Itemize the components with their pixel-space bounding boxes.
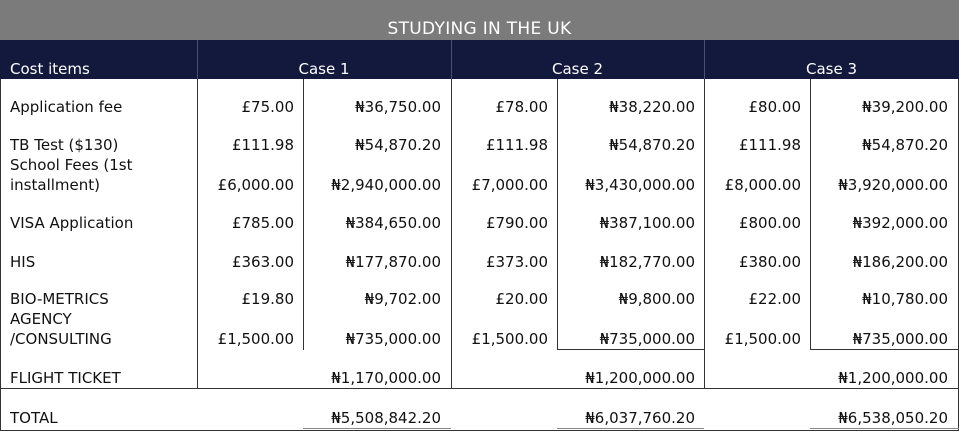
ngn-value: ₦1,200,000.00 <box>838 369 948 387</box>
gbp-value: £1,500.00 <box>471 330 548 348</box>
row-label-line: installment) <box>10 176 100 194</box>
total-divider <box>0 388 959 389</box>
ngn-value: ₦186,200.00 <box>852 253 948 271</box>
row-divider <box>557 349 704 350</box>
ngn-value: ₦1,200,000.00 <box>585 369 695 387</box>
ngn-value: ₦735,000.00 <box>599 330 695 348</box>
ngn-value: ₦387,100.00 <box>599 214 695 232</box>
gbp-value: £75.00 <box>241 98 294 116</box>
row-label-line: School Fees (1st <box>10 156 133 174</box>
row-label: Application fee <box>10 98 123 116</box>
row-label: FLIGHT TICKET <box>10 369 121 387</box>
ngn-value: ₦54,870.20 <box>355 136 441 154</box>
ngn-value: ₦54,870.20 <box>862 136 948 154</box>
ngn-value: ₦36,750.00 <box>355 98 441 116</box>
ngn-value: ₦182,770.00 <box>599 253 695 271</box>
row-label: VISA Application <box>10 214 134 232</box>
header-case-1: Case 1 <box>298 60 350 78</box>
ngn-value: ₦384,650.00 <box>345 214 441 232</box>
gbp-value: £19.80 <box>241 290 294 308</box>
total-underline <box>557 428 704 429</box>
total-value: ₦6,538,050.20 <box>838 409 948 427</box>
gbp-value: £380.00 <box>738 253 801 271</box>
table-title: STUDYING IN THE UK <box>0 0 959 40</box>
ngn-value: ₦39,200.00 <box>862 98 948 116</box>
row-label: TB Test ($130) <box>10 136 119 154</box>
ngn-value: ₦2,940,000.00 <box>331 176 441 194</box>
gbp-value: £790.00 <box>485 214 548 232</box>
gbp-value: £785.00 <box>231 214 294 232</box>
table-header-row <box>0 40 959 79</box>
gbp-value: £800.00 <box>738 214 801 232</box>
row-label: HIS <box>10 253 36 271</box>
total-value: ₦6,037,760.20 <box>585 409 695 427</box>
total-value: ₦5,508,842.20 <box>331 409 441 427</box>
total-underline <box>810 428 959 429</box>
ngn-value: ₦3,430,000.00 <box>585 176 695 194</box>
gbp-value: £373.00 <box>485 253 548 271</box>
gbp-value: £20.00 <box>495 290 548 308</box>
row-label-line: AGENCY <box>10 310 72 328</box>
ngn-value: ₦9,702.00 <box>364 290 441 308</box>
gbp-value: £363.00 <box>231 253 294 271</box>
gbp-value: £22.00 <box>748 290 801 308</box>
ngn-value: ₦3,920,000.00 <box>838 176 948 194</box>
gbp-value: £80.00 <box>748 98 801 116</box>
header-divider <box>704 40 705 79</box>
ngn-value: ₦177,870.00 <box>345 253 441 271</box>
ngn-value: ₦735,000.00 <box>852 330 948 348</box>
gbp-value: £1,500.00 <box>217 330 294 348</box>
table-border-left <box>0 79 1 431</box>
total-underline <box>303 428 451 429</box>
gbp-value: £7,000.00 <box>471 176 548 194</box>
gbp-value: £8,000.00 <box>724 176 801 194</box>
header-case-3: Case 3 <box>805 60 858 78</box>
gbp-value: £111.98 <box>231 136 294 154</box>
ngn-value: ₦392,000.00 <box>852 214 948 232</box>
header-cost-items: Cost items <box>10 60 90 78</box>
row-label: BIO-METRICS <box>10 290 109 308</box>
ngn-value: ₦54,870.20 <box>609 136 695 154</box>
ngn-value: ₦10,780.00 <box>862 290 948 308</box>
ngn-value: ₦9,800.00 <box>618 290 695 308</box>
gbp-value: £6,000.00 <box>217 176 294 194</box>
gbp-value: £78.00 <box>495 98 548 116</box>
row-label-line: /CONSULTING <box>10 330 112 348</box>
gbp-value: £1,500.00 <box>724 330 801 348</box>
header-case-2: Case 2 <box>551 60 604 78</box>
row-divider <box>810 349 959 350</box>
header-divider <box>197 40 198 79</box>
table-border-bottom <box>0 430 959 431</box>
gbp-value: £111.98 <box>738 136 801 154</box>
header-divider <box>451 40 452 79</box>
gbp-value: £111.98 <box>485 136 548 154</box>
ngn-value: ₦1,170,000.00 <box>331 369 441 387</box>
ngn-value: ₦38,220.00 <box>609 98 695 116</box>
total-label: TOTAL <box>10 409 58 427</box>
ngn-value: ₦735,000.00 <box>345 330 441 348</box>
